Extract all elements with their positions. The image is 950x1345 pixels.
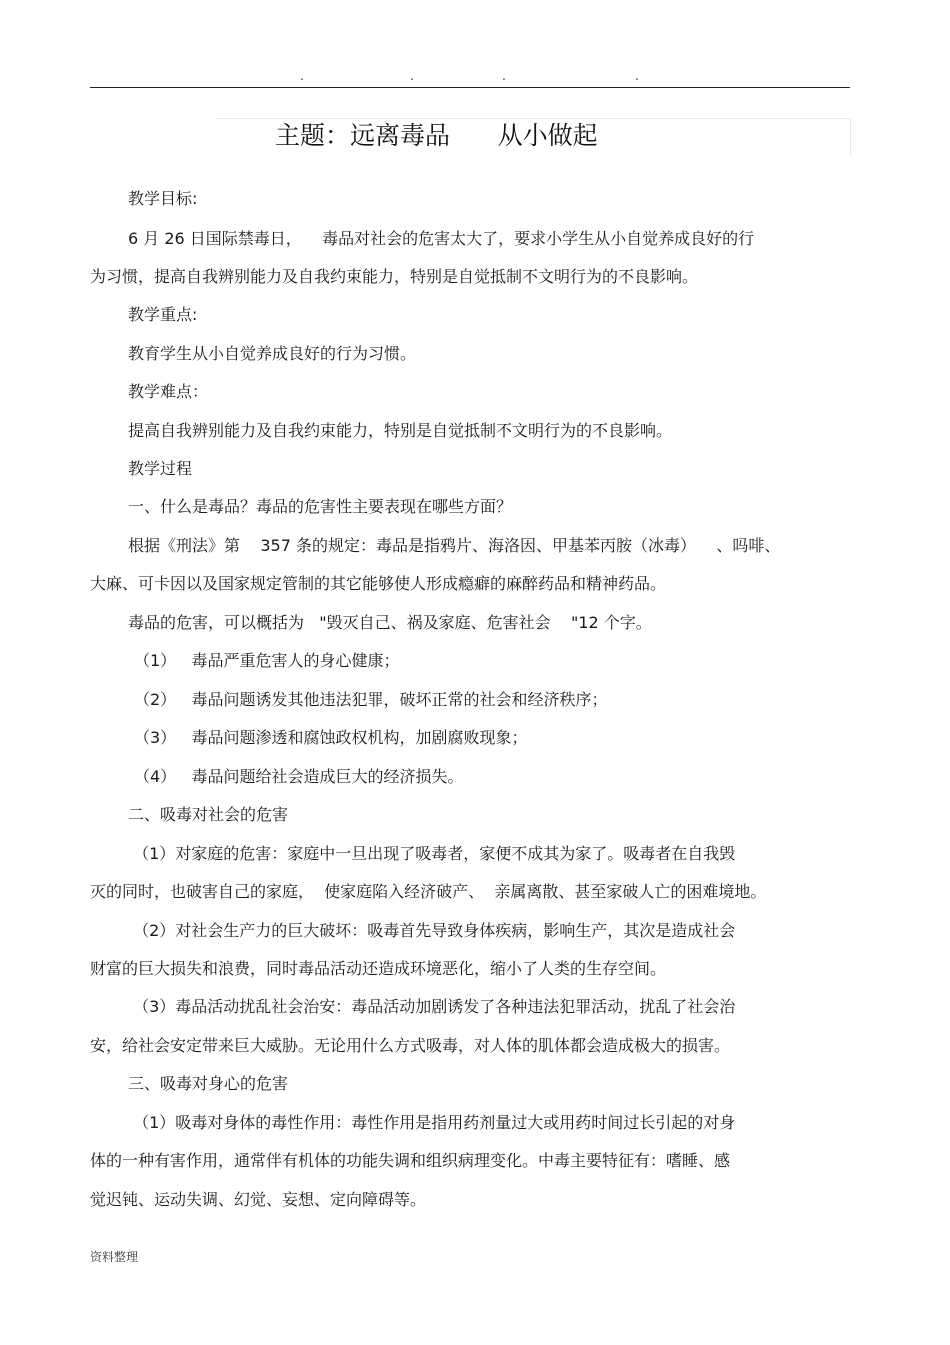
paragraph-line: （1）对家庭的危害：家庭中一旦出现了吸毒者，家便不成其为家了。吸毒者在自我毁: [128, 844, 736, 863]
definition-line: 大麻、可卡因以及国家规定管制的其它能够使人形成瘾癖的麻醉药品和精神药品。: [90, 574, 667, 593]
definition-line: 根据《刑法》第 357 条的规定：毒品是指鸦片、海洛因、甲基苯丙胺（冰毒） 、吗啡、: [128, 536, 781, 555]
section-heading: 三、吸毒对身心的危害: [128, 1074, 289, 1093]
section-heading: 一、什么是毒品？毒品的危害性主要表现在哪些方面？: [128, 497, 513, 516]
paragraph-line: 财富的巨大损失和浪费，同时毒品活动还造成环境恶化，缩小了人类的生存空间。: [90, 959, 667, 978]
goal-heading: 教学目标:: [128, 189, 198, 208]
section-heading: 二、吸毒对社会的危害: [128, 805, 289, 824]
harm-list-item: （1） 毒品严重危害人的身心健康；: [134, 651, 400, 670]
paragraph-line: （1）吸毒对身体的毒性作用：毒性作用是指用药剂量过大或用药时间过长引起的对身: [128, 1113, 736, 1132]
page-header: [0, 66, 950, 86]
paragraph-line: 灭的同时，也破害自己的家庭， 使家庭陷入经济破产、 亲属离散、甚至家破人亡的困难境地。: [90, 882, 767, 901]
harm-summary: 毒品的危害，可以概括为 "毁灭自己、祸及家庭、危害社会 "12 个字。: [128, 613, 652, 632]
difficulty-heading: 教学难点：: [128, 382, 209, 401]
header-dot: .: [635, 69, 639, 83]
harm-list-item: （3） 毒品问题渗透和腐蚀政权机构，加剧腐败现象；: [134, 728, 528, 747]
difficulty-text: 提高自我辨别能力及自我约束能力，特别是自觉抵制不文明行为的不良影响。: [128, 421, 673, 440]
paragraph-line: （2）对社会生产力的巨大破坏：吸毒首先导致身体疾病，影响生产，其次是造成社会: [128, 921, 736, 940]
key-point-text: 教育学生从小自觉养成良好的行为习惯。: [128, 344, 417, 363]
goal-text-line: 为习惯，提高自我辨别能力及自我约束能力，特别是自觉抵制不文明行为的不良影响。: [90, 267, 699, 286]
header-dot: .: [502, 69, 506, 83]
header-dot: .: [410, 69, 414, 83]
paragraph-line: 觉迟钝、运动失调、幻觉、妄想、定向障碍等。: [90, 1190, 427, 1209]
header-rule: [90, 87, 850, 88]
page-title: 主题：远离毒品 从小做起: [275, 121, 598, 150]
process-heading: 教学过程: [128, 459, 193, 478]
header-dot: .: [300, 69, 304, 83]
harm-list-item: （2） 毒品问题诱发其他违法犯罪，破坏正常的社会和经济秩序；: [134, 690, 608, 709]
key-point-heading: 教学重点:: [128, 305, 198, 324]
paragraph-line: 体的一种有害作用，通常伴有机体的功能失调和组织病理变化。中毒主要特征有：嗜睡、感: [90, 1151, 731, 1170]
paragraph-line: 安，给社会安定带来巨大威胁。无论用什么方式吸毒，对人体的肌体都会造成极大的损害。: [90, 1036, 731, 1055]
paragraph-line: （3）毒品活动扰乱社会治安：毒品活动加剧诱发了各种违法犯罪活动，扰乱了社会治: [128, 997, 736, 1016]
goal-text-line: 6 月 26 日国际禁毒日， 毒品对社会的危害太大了，要求小学生从小自觉养成良好的行: [128, 229, 755, 248]
harm-list-item: （4） 毒品问题给社会造成巨大的经济损失。: [134, 767, 464, 786]
page-footer: 资料整理: [90, 1250, 139, 1264]
